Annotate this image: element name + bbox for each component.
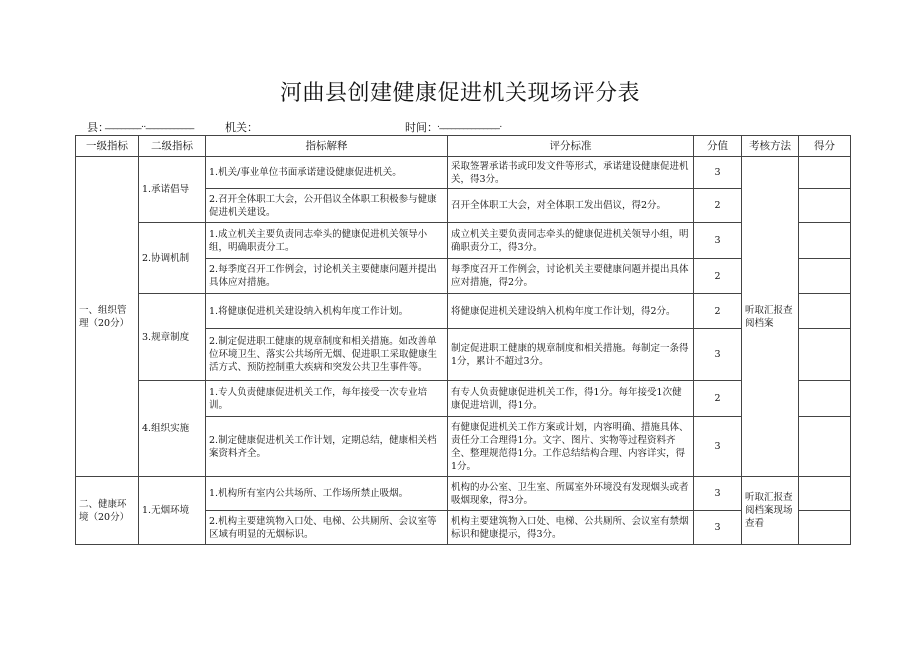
- level1-cell: 一、组织管理（20分）: [76, 157, 139, 477]
- standard-cell: 有专人负责健康促进机关工作，得1分。每年接受1次健康促进培训，得1分。: [448, 381, 694, 417]
- explain-cell: 2.召开全体职工大会，公开倡议全体职工积极参与健康促进机关建设。: [206, 189, 448, 223]
- header-explain: 指标解释: [206, 136, 448, 157]
- page-title: 河曲县创建健康促进机关现场评分表: [279, 81, 640, 106]
- standard-cell: 每季度召开工作例会，讨论机关主要健康问题并提出具体应对措施，得2分。: [448, 259, 694, 294]
- standard-cell: 机构主要建筑物入口处、电梯、公共厕所、会议室有禁烟标识和健康提示，得3分。: [448, 511, 694, 545]
- score-cell: 2: [694, 189, 742, 223]
- standard-cell: 有健康促进机关工作方案或计划，内容明确、措施具体、责任分工合理得1分。文字、图片、实物等过程资料齐全、整理规范得1分。工作总结结构合理、内容详实，得1分。: [448, 417, 694, 477]
- explain-cell: 2.机构主要建筑物入口处、电梯、公共厕所、会议室等区域有明显的无烟标识。: [206, 511, 448, 545]
- explain-cell: 1.专人负责健康促进机关工作，每年接受一次专业培训。: [206, 381, 448, 417]
- org-label: 机关：: [225, 121, 258, 134]
- result-input-cell[interactable]: [799, 259, 851, 294]
- score-table: [75, 135, 851, 545]
- table-header-row: [76, 136, 851, 157]
- standard-cell: 机构的办公室、卫生室、所属室外环境没有发现烟头或者吸烟现象，得3分。: [448, 477, 694, 511]
- table-row: [76, 477, 851, 511]
- time-label: 时间：: [405, 121, 438, 134]
- score-cell: 3: [694, 329, 742, 381]
- level2-cell: 4.组织实施: [139, 381, 206, 477]
- score-cell: 2: [694, 294, 742, 329]
- standard-cell: 制定促进职工健康的规章制度和相关措施。每制定一条得1分，累计不超过3分。: [448, 329, 694, 381]
- result-input-cell[interactable]: [799, 417, 851, 477]
- score-cell: 3: [694, 223, 742, 259]
- header-method: 考核方法: [742, 136, 799, 157]
- explain-cell: 2.制定促进职工健康的规章制度和相关措施。如改善单位环境卫生、落实公共场所无烟、促进职工采取健康生活方式、预防控制重大疾病和突发公共卫生事件等。: [206, 329, 448, 381]
- standard-cell: 采取签署承诺书或印发文件等形式，承诺建设健康促进机关，得3分。: [448, 157, 694, 189]
- explain-cell: 1.将健康促进机关建设纳入机构年度工作计划。: [206, 294, 448, 329]
- table-row: [76, 223, 851, 259]
- level1-cell: 二、健康环境（20分）: [76, 477, 139, 545]
- method-cell: 听取汇报查阅档案现场查看: [742, 477, 799, 545]
- standard-cell: 召开全体职工大会，对全体职工发出倡议，得2分。: [448, 189, 694, 223]
- level2-cell: 1.无烟环境: [139, 477, 206, 545]
- explain-cell: 1.机构所有室内公共场所、工作场所禁止吸烟。: [206, 477, 448, 511]
- result-input-cell[interactable]: [799, 157, 851, 189]
- table-row: [76, 157, 851, 189]
- result-input-cell[interactable]: [799, 189, 851, 223]
- score-cell: 3: [694, 511, 742, 545]
- explain-cell: 2.每季度召开工作例会，讨论机关主要健康问题并提出具体应对措施。: [206, 259, 448, 294]
- result-input-cell[interactable]: [799, 381, 851, 417]
- explain-cell: 1.成立机关主要负责同志牵头的健康促进机关领导小组，明确职责分工。: [206, 223, 448, 259]
- result-input-cell[interactable]: [799, 223, 851, 259]
- header-result: 得分: [799, 136, 851, 157]
- header-score: 分值: [694, 136, 742, 157]
- header-standard: 评分标准: [448, 136, 694, 157]
- score-cell: 3: [694, 417, 742, 477]
- county-value: _________..____________: [105, 120, 194, 130]
- time-value: ._______________.: [437, 120, 502, 130]
- table-row: [76, 294, 851, 329]
- score-cell: 2: [694, 259, 742, 294]
- explain-cell: 1.机关/事业单位书面承诺建设健康促进机关。: [206, 157, 448, 189]
- header-level2: 二级指标: [139, 136, 206, 157]
- level2-cell: 1.承诺倡导: [139, 157, 206, 223]
- score-cell: 2: [694, 381, 742, 417]
- method-cell: 听取汇报查阅档案: [742, 157, 799, 477]
- result-input-cell[interactable]: [799, 329, 851, 381]
- result-input-cell[interactable]: [799, 294, 851, 329]
- score-cell: 3: [694, 477, 742, 511]
- explain-cell: 2.制定健康促进机关工作计划，定期总结，健康相关档案资料齐全。: [206, 417, 448, 477]
- standard-cell: 成立机关主要负责同志牵头的健康促进机关领导小组，明确职责分工，得3分。: [448, 223, 694, 259]
- score-cell: 3: [694, 157, 742, 189]
- county-label: 县：: [87, 121, 109, 134]
- result-input-cell[interactable]: [799, 511, 851, 545]
- table-row: [76, 381, 851, 417]
- standard-cell: 将健康促进机关建设纳入机构年度工作计划，得2分。: [448, 294, 694, 329]
- form-meta: [87, 119, 847, 135]
- header-level1: 一级指标: [76, 136, 139, 157]
- result-input-cell[interactable]: [799, 477, 851, 511]
- level2-cell: 2.协调机制: [139, 223, 206, 294]
- level2-cell: 3.规章制度: [139, 294, 206, 381]
